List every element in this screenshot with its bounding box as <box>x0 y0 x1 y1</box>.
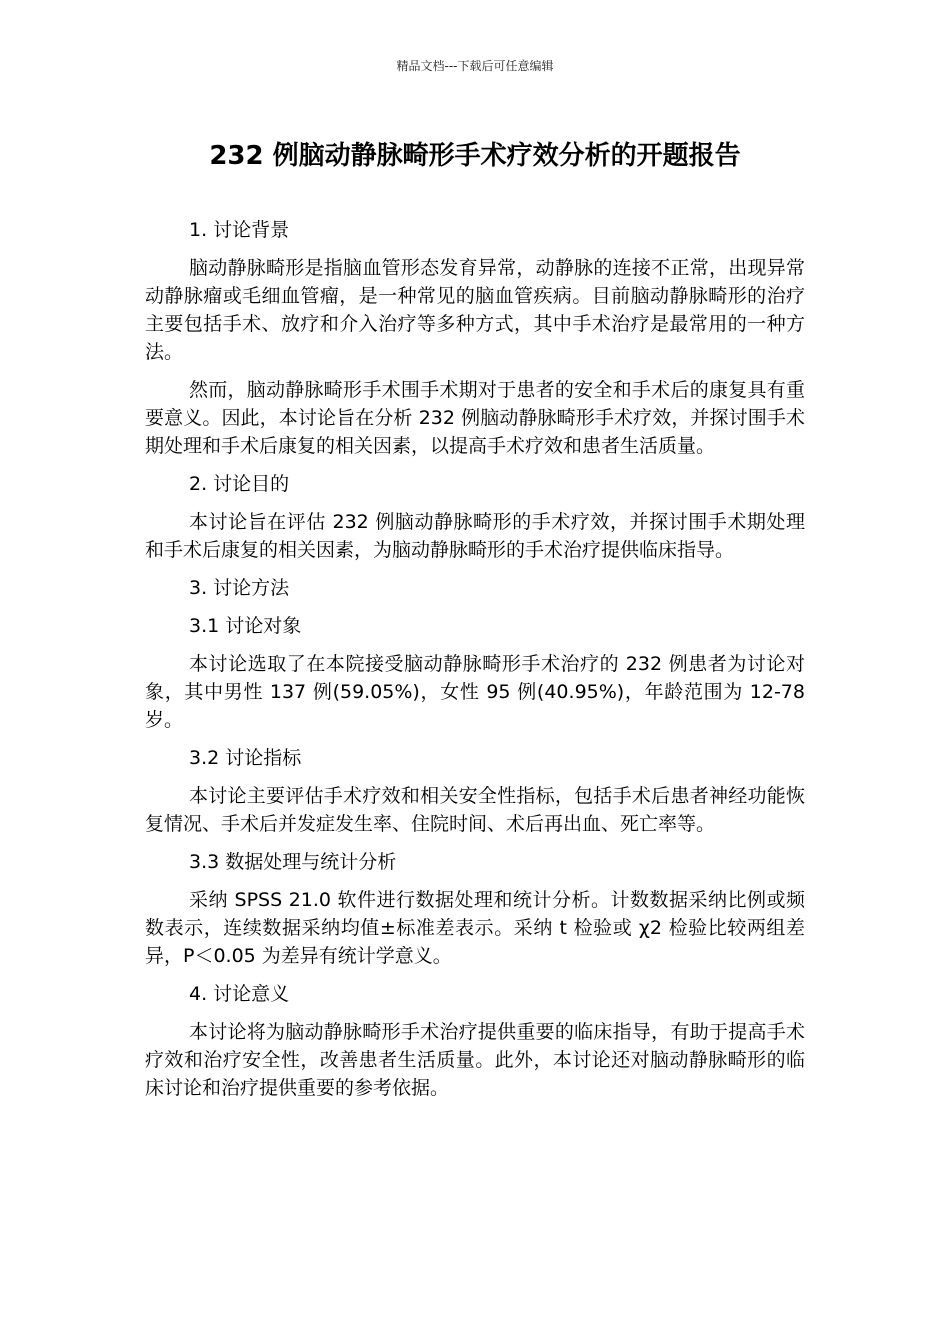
header-note: 精品文档---下载后可任意编辑 <box>396 59 554 73</box>
section-heading-purpose: 2. 讨论目的 <box>189 473 290 495</box>
paragraph-subjects: 本讨论选取了在本院接受脑动静脉畸形手术治疗的 232 例患者为讨论对象，其中男性 137 例(59.05%)，女性 95 例(40.95%)，年龄范围为 12-78 岁。 <box>145 653 805 731</box>
paragraph-statistics: 采纳 SPSS 21.0 软件进行数据处理和统计分析。计数数据采纳比例或频数表示，连续数据采纳均值±标准差表示。采纳 t 检验或 χ2 检验比较两组差异，P＜0.05 为差异有统计学意义。 <box>145 889 805 967</box>
subsection-heading-subjects: 3.1 讨论对象 <box>189 615 302 637</box>
document-body <box>145 216 805 1112</box>
section-heading-methods: 3. 讨论方法 <box>189 577 290 599</box>
paragraph-significance: 本讨论将为脑动静脉畸形手术治疗提供重要的临床指导，有助于提高手术疗效和治疗安全性，改善患者生活质量。此外，本讨论还对脑动静脉畸形的临床讨论和治疗提供重要的参考依据。 <box>145 1021 805 1099</box>
section-heading-background: 1. 讨论背景 <box>189 219 290 241</box>
paragraph-purpose: 本讨论旨在评估 232 例脑动静脉畸形的手术疗效，并探讨围手术期处理和手术后康复的相关因素，为脑动静脉畸形的手术治疗提供临床指导。 <box>145 511 805 561</box>
subsection-heading-indicators: 3.2 讨论指标 <box>189 747 302 769</box>
section-heading-significance: 4. 讨论意义 <box>189 983 290 1005</box>
document-title: 232 例脑动静脉畸形手术疗效分析的开题报告 <box>209 141 741 171</box>
paragraph-background-1: 脑动静脉畸形是指脑血管形态发育异常，动静脉的连接不正常，出现异常动静脉瘤或毛细血管瘤，是一种常见的脑血管疾病。目前脑动静脉畸形的治疗主要包括手术、放疗和介入治疗等多种方式，其中手术治疗是最常用的一种方法。 <box>145 257 805 363</box>
paragraph-background-2: 然而，脑动静脉畸形手术围手术期对于患者的安全和手术后的康复具有重要意义。因此，本讨论旨在分析 232 例脑动静脉畸形手术疗效，并探讨围手术期处理和手术后康复的相关因素，以提高手术疗效和患者生活质量。 <box>145 379 805 457</box>
subsection-heading-statistics: 3.3 数据处理与统计分析 <box>189 851 397 873</box>
paragraph-indicators: 本讨论主要评估手术疗效和相关安全性指标，包括手术后患者神经功能恢复情况、手术后并发症发生率、住院时间、术后再出血、死亡率等。 <box>145 785 805 835</box>
